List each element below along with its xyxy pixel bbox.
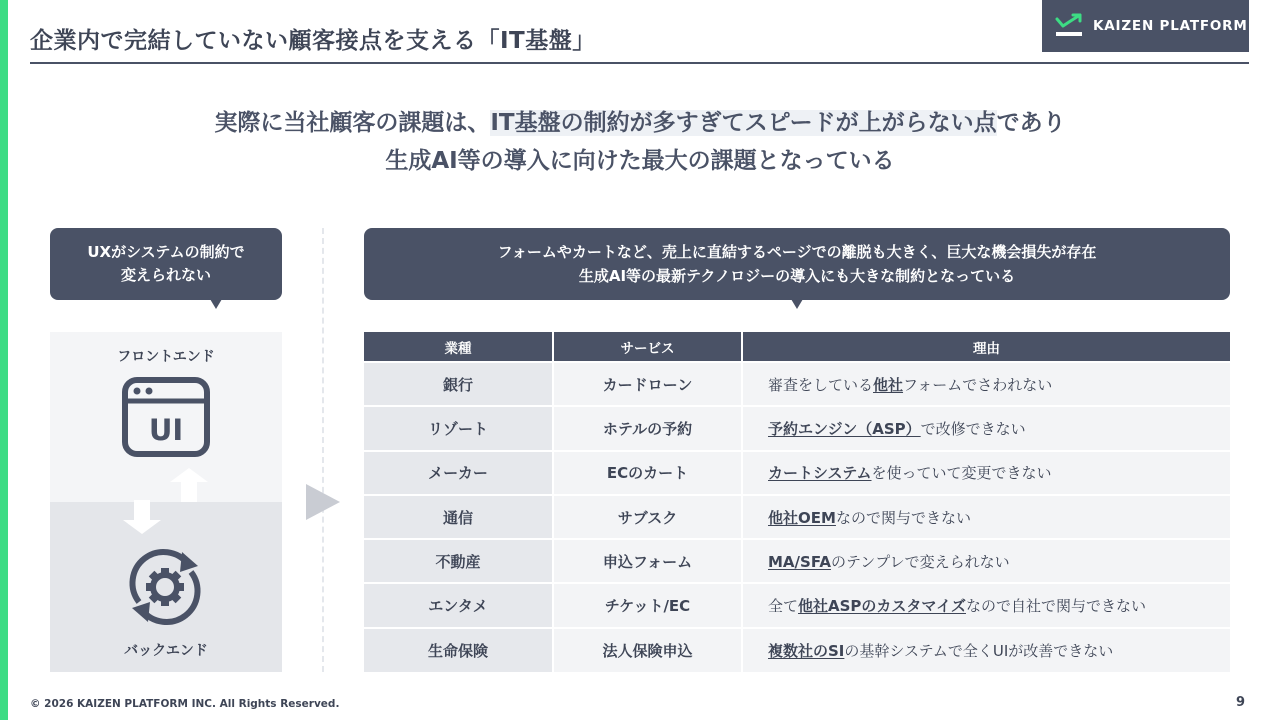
reason-post: なので自社で関与できない <box>965 597 1146 616</box>
reason-emphasis: 予約エンジン（ASP） <box>768 419 921 438</box>
ui-icon-text: UI <box>148 413 184 447</box>
arrow-down-icon <box>123 500 161 534</box>
vertical-divider <box>322 228 324 672</box>
reason-cell <box>742 451 1230 495</box>
reason-cell <box>742 628 1230 672</box>
service-cell: ECのカート <box>553 451 742 495</box>
table-row <box>364 406 1230 450</box>
industry-cell: 通信 <box>364 495 553 539</box>
right-callout-line-1: フォームやカートなど、売上に直結するページでの離脱も大きく、巨大な機会損失が存在 <box>497 243 1097 261</box>
reason-cell <box>742 583 1230 627</box>
reason-emphasis: 他社OEM <box>768 508 836 527</box>
table-row <box>364 451 1230 495</box>
service-cell: カードローン <box>553 362 742 406</box>
left-callout <box>50 228 282 300</box>
company-logo <box>1042 0 1249 52</box>
reason-post: で改修できない <box>920 419 1026 438</box>
reason-pre: 全て <box>768 597 799 616</box>
title-divider <box>30 62 1249 64</box>
headline-post: であり <box>996 110 1066 136</box>
reason-emphasis: カートシステム <box>768 464 872 483</box>
right-callout <box>364 228 1230 300</box>
reason-post: を使っていて変更できない <box>871 464 1052 483</box>
growth-chart-icon <box>1054 13 1084 39</box>
header-service: サービス <box>553 332 742 362</box>
reason-cell <box>742 362 1230 406</box>
table-row <box>364 628 1230 672</box>
ui-window-icon <box>122 377 210 457</box>
table-row <box>364 495 1230 539</box>
reason-cell <box>742 406 1230 450</box>
reason-emphasis: 複数社のSI <box>768 641 845 660</box>
table-header-row <box>364 332 1230 362</box>
header-reason: 理由 <box>742 332 1230 362</box>
headline <box>0 104 1280 180</box>
industry-cell: 不動産 <box>364 539 553 583</box>
industry-cell: 生命保険 <box>364 628 553 672</box>
service-cell: サブスク <box>553 495 742 539</box>
page-number: 9 <box>1236 695 1246 710</box>
frontend-label: フロントエンド <box>117 349 215 365</box>
service-cell: ホテルの予約 <box>553 406 742 450</box>
headline-pre: 実際に当社顧客の課題は、 <box>214 110 491 136</box>
arrow-up-icon <box>170 468 208 502</box>
service-cell: 申込フォーム <box>553 539 742 583</box>
reason-pre: 審査をしている <box>768 375 874 394</box>
headline-highlight: IT基盤の制約が多すぎてスピードが上がらない点 <box>490 110 997 136</box>
table-row <box>364 583 1230 627</box>
backend-label: バックエンド <box>124 643 208 659</box>
reason-cell <box>742 539 1230 583</box>
header-industry: 業種 <box>364 332 553 362</box>
table-row <box>364 539 1230 583</box>
reason-emphasis: MA/SFA <box>768 552 831 571</box>
left-callout-line-2: 変えられない <box>120 266 211 284</box>
headline-line-2: 生成AI等の導入に向けた最大の課題となっている <box>385 148 895 174</box>
sync-gear-icon <box>122 544 208 630</box>
page-title: 企業内で完結していない顧客接点を支える「IT基盤」 <box>30 28 596 54</box>
reason-emphasis: 他社ASPのカスタマイズ <box>798 597 966 616</box>
constraints-table <box>364 332 1230 672</box>
footer-copyright: © 2026 KAIZEN PLATFORM INC. All Rights Reserved. <box>30 698 340 710</box>
reason-post: フォームでさわれない <box>903 375 1053 394</box>
headline-line-1 <box>0 104 1280 142</box>
left-callout-line-1: UXがシステムの制約で <box>87 243 245 261</box>
table-row <box>364 362 1230 406</box>
reason-cell <box>742 495 1230 539</box>
service-cell: 法人保険申込 <box>553 628 742 672</box>
industry-cell: 銀行 <box>364 362 553 406</box>
reason-emphasis: 他社 <box>873 375 904 394</box>
logo-text: KAIZEN PLATFORM <box>1093 18 1248 34</box>
industry-cell: エンタメ <box>364 583 553 627</box>
reason-post: のテンプレで変えられない <box>830 552 1010 571</box>
reason-post: なので関与できない <box>835 508 971 527</box>
play-arrow-icon <box>306 484 340 520</box>
industry-cell: メーカー <box>364 451 553 495</box>
reason-post: の基幹システムで全くUIが改善できない <box>844 641 1114 660</box>
industry-cell: リゾート <box>364 406 553 450</box>
right-callout-line-2: 生成AI等の最新テクノロジーの導入にも大きな制約となっている <box>578 267 1016 285</box>
service-cell: チケット/EC <box>553 583 742 627</box>
